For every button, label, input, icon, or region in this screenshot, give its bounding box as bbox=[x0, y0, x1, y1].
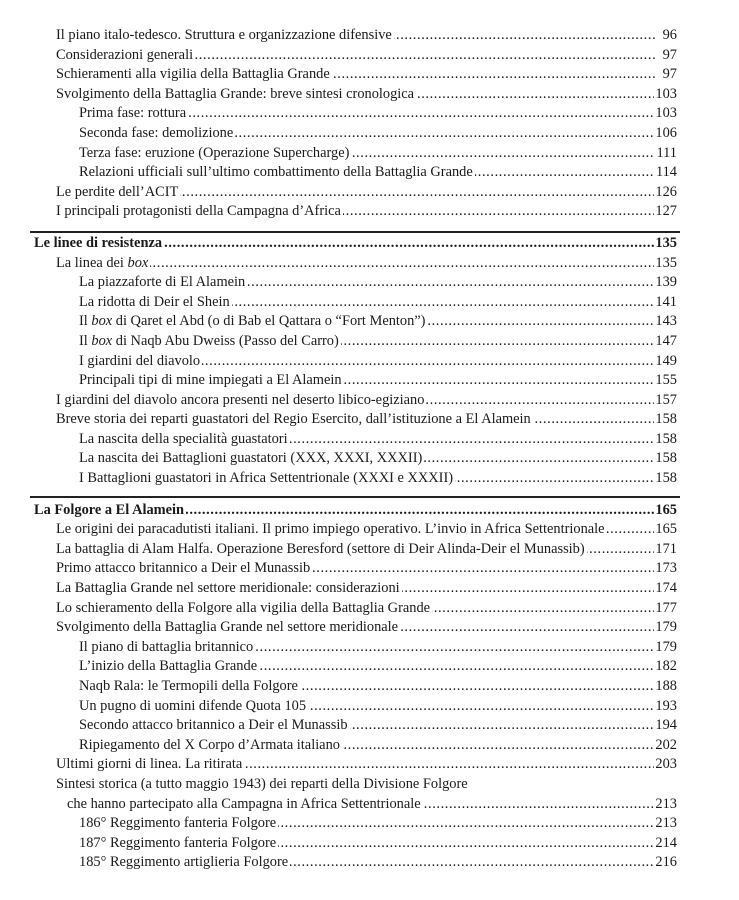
toc-page-number: 177 bbox=[654, 599, 677, 619]
toc-entry-title: Breve storia dei reparti guastatori del Regio Esercito, dall’istituzione a El Alamein bbox=[56, 410, 533, 430]
toc-entry bbox=[0, 834, 739, 854]
toc-page-number: 103 bbox=[654, 85, 677, 105]
toc-entry bbox=[0, 124, 739, 144]
toc-entry bbox=[0, 795, 739, 815]
toc-entry-title: 186° Reggimento fanteria Folgore bbox=[79, 814, 278, 834]
toc-page-number: 111 bbox=[655, 144, 677, 164]
toc-entry-title: Svolgimento della Battaglia Grande: breve sintesi cronologica bbox=[56, 85, 416, 105]
toc-page-number: 165 bbox=[654, 501, 677, 521]
table-of-contents bbox=[0, 26, 739, 873]
toc-page-number: 106 bbox=[654, 124, 677, 144]
toc-entry-title: La piazzaforte di El Alamein bbox=[79, 273, 247, 293]
toc-page-number: 216 bbox=[654, 853, 677, 873]
toc-entry bbox=[0, 618, 739, 638]
toc-entry bbox=[0, 273, 739, 293]
toc-page-number: 149 bbox=[654, 352, 677, 372]
toc-page-number: 158 bbox=[654, 430, 677, 450]
toc-entry-title: Le origini dei paracadutisti italiani. Il primo impiego operativo. L’invio in Africa Settentrionale bbox=[56, 520, 607, 540]
toc-page-number: 135 bbox=[654, 254, 677, 274]
toc-entry-title: La linea dei box bbox=[56, 254, 150, 274]
toc-entry bbox=[0, 736, 739, 756]
toc-page-number: 97 bbox=[662, 65, 677, 85]
toc-entry-title: Il box di Naqb Abu Dweiss (Passo del Carro) bbox=[79, 332, 341, 352]
toc-entry-title: Considerazioni generali bbox=[56, 46, 195, 66]
toc-page-number: 155 bbox=[654, 371, 677, 391]
toc-page-number: 135 bbox=[654, 234, 677, 254]
toc-entry bbox=[0, 104, 739, 124]
toc-entry bbox=[0, 657, 739, 677]
toc-page-number: 158 bbox=[654, 410, 677, 430]
toc-entry bbox=[0, 814, 739, 834]
toc-entry bbox=[0, 775, 739, 795]
toc-page-number: 202 bbox=[654, 736, 677, 756]
toc-entry-title: Naqb Rala: le Termopili della Folgore bbox=[79, 677, 300, 697]
toc-entry-title: La Folgore a El Alamein bbox=[34, 501, 186, 521]
toc-entry-title: Terza fase: eruzione (Operazione Supercharge) bbox=[79, 144, 351, 164]
toc-page-number: 143 bbox=[654, 312, 677, 332]
toc-page-number: 96 bbox=[662, 26, 677, 46]
toc-page-number: 158 bbox=[654, 449, 677, 469]
toc-page-number: 165 bbox=[654, 520, 677, 540]
toc-entry bbox=[0, 183, 739, 203]
toc-entry-title: Il piano italo-tedesco. Struttura e organizzazione difensive bbox=[56, 26, 394, 46]
toc-entry bbox=[0, 677, 739, 697]
toc-entry-title: La nascita della specialità guastatori bbox=[79, 430, 290, 450]
toc-page-number: 194 bbox=[654, 716, 677, 736]
toc-entry bbox=[0, 26, 739, 46]
toc-page-number: 213 bbox=[654, 814, 677, 834]
toc-entry-title: La Battaglia Grande nel settore meridionale: considerazioni bbox=[56, 579, 402, 599]
toc-entry-title: I giardini del diavolo ancora presenti nel deserto libico-egiziano bbox=[56, 391, 426, 411]
toc-entry bbox=[0, 254, 739, 274]
toc-entry bbox=[0, 352, 739, 372]
toc-entry bbox=[0, 85, 739, 105]
toc-entry bbox=[0, 293, 739, 313]
toc-entry bbox=[0, 46, 739, 66]
toc-entry bbox=[0, 520, 739, 540]
toc-page-number: 213 bbox=[654, 795, 677, 815]
toc-entry-title: L’inizio della Battaglia Grande bbox=[79, 657, 259, 677]
toc-entry bbox=[0, 697, 739, 717]
toc-entry bbox=[0, 144, 739, 164]
toc-entry-title: I giardini del diavolo bbox=[79, 352, 202, 372]
toc-entry-title: Schieramenti alla vigilia della Battaglia Grande bbox=[56, 65, 332, 85]
toc-entry-title: 185° Reggimento artiglieria Folgore bbox=[79, 853, 290, 873]
toc-entry bbox=[0, 312, 739, 332]
toc-page-number: 174 bbox=[654, 579, 677, 599]
toc-entry-title: La nascita dei Battaglioni guastatori (XXX, XXXI, XXXII) bbox=[79, 449, 424, 469]
toc-page-number: 157 bbox=[654, 391, 677, 411]
toc-entry bbox=[0, 599, 739, 619]
toc-page-number: 97 bbox=[662, 46, 677, 66]
toc-entry bbox=[0, 163, 739, 183]
toc-entry bbox=[0, 638, 739, 658]
toc-entry bbox=[0, 391, 739, 411]
toc-entry-title: Relazioni ufficiali sull’ultimo combattimento della Battaglia Grande bbox=[79, 163, 475, 183]
toc-entry bbox=[0, 65, 739, 85]
toc-page-number: 188 bbox=[654, 677, 677, 697]
toc-entry-title: Il piano di battaglia britannico bbox=[79, 638, 255, 658]
toc-entry bbox=[0, 853, 739, 873]
toc-entry-title: 187° Reggimento fanteria Folgore bbox=[79, 834, 278, 854]
toc-entry bbox=[0, 202, 739, 222]
toc-page-number: 158 bbox=[654, 469, 677, 489]
toc-entry-title: Ultimi giorni di linea. La ritirata bbox=[56, 755, 244, 775]
toc-entry-title: Sintesi storica (a tutto maggio 1943) dei reparti della Divisione Folgore bbox=[56, 775, 468, 792]
toc-page-number: 171 bbox=[654, 540, 677, 560]
toc-entry-title: Prima fase: rottura bbox=[79, 104, 188, 124]
toc-entry bbox=[0, 449, 739, 469]
toc-page-number: 126 bbox=[654, 183, 677, 203]
toc-entry-title: Primo attacco britannico a Deir el Munassib bbox=[56, 559, 312, 579]
toc-page-number: 127 bbox=[654, 202, 677, 222]
toc-entry-title: Principali tipi di mine impiegati a El Alamein bbox=[79, 371, 344, 391]
divider-2 bbox=[30, 496, 680, 498]
toc-entry bbox=[0, 540, 739, 560]
toc-entry bbox=[0, 469, 739, 489]
toc-entry-title: Svolgimento della Battaglia Grande nel settore meridionale bbox=[56, 618, 400, 638]
toc-page-number: 147 bbox=[654, 332, 677, 352]
toc-entry bbox=[0, 371, 739, 391]
divider-1 bbox=[30, 231, 680, 233]
toc-entry-title: Seconda fase: demolizione bbox=[79, 124, 235, 144]
toc-page-number: 141 bbox=[654, 293, 677, 313]
toc-page-number: 103 bbox=[654, 104, 677, 124]
toc-entry-title: I principali protagonisti della Campagna d’Africa bbox=[56, 202, 343, 222]
toc-entry-title: La ridotta di Deir el Shein bbox=[79, 293, 232, 313]
toc-entry bbox=[0, 755, 739, 775]
toc-entry bbox=[0, 430, 739, 450]
toc-entry-title: Le perdite dell’ACIT bbox=[56, 183, 180, 203]
toc-page-number: 203 bbox=[654, 755, 677, 775]
toc-entry-title: Secondo attacco britannico a Deir el Munassib bbox=[79, 716, 350, 736]
toc-page-number: 214 bbox=[654, 834, 677, 854]
toc-page-number: 173 bbox=[654, 559, 677, 579]
toc-page-number: 139 bbox=[654, 273, 677, 293]
toc-entry bbox=[0, 559, 739, 579]
toc-entry bbox=[0, 410, 739, 430]
toc-entry-title: che hanno partecipato alla Campagna in Africa Settentrionale bbox=[67, 795, 423, 815]
toc-entry bbox=[0, 332, 739, 352]
toc-entry-title: Il box di Qaret el Abd (o di Bab el Qattara o “Fort Menton”) bbox=[79, 312, 427, 332]
toc-page-number: 179 bbox=[654, 638, 677, 658]
toc-page-number: 182 bbox=[654, 657, 677, 677]
toc-entry-title: Le linee di resistenza bbox=[34, 234, 164, 254]
toc-page-number: 179 bbox=[654, 618, 677, 638]
toc-page-number: 193 bbox=[654, 697, 677, 717]
toc-entry bbox=[0, 579, 739, 599]
toc-entry-title: Ripiegamento del X Corpo d’Armata italiano bbox=[79, 736, 342, 756]
toc-section-heading bbox=[0, 234, 739, 254]
toc-entry-title: Un pugno di uomini difende Quota 105 bbox=[79, 697, 308, 717]
toc-section-heading bbox=[0, 501, 739, 521]
toc-entry-title: Lo schieramento della Folgore alla vigilia della Battaglia Grande bbox=[56, 599, 432, 619]
toc-page-number: 114 bbox=[655, 163, 677, 183]
toc-entry-title: I Battaglioni guastatori in Africa Settentrionale (XXXI e XXXII) bbox=[79, 469, 455, 489]
toc-entry bbox=[0, 716, 739, 736]
toc-entry-title: La battaglia di Alam Halfa. Operazione Beresford (settore di Deir Alinda-Deir el Munassib) bbox=[56, 540, 587, 560]
